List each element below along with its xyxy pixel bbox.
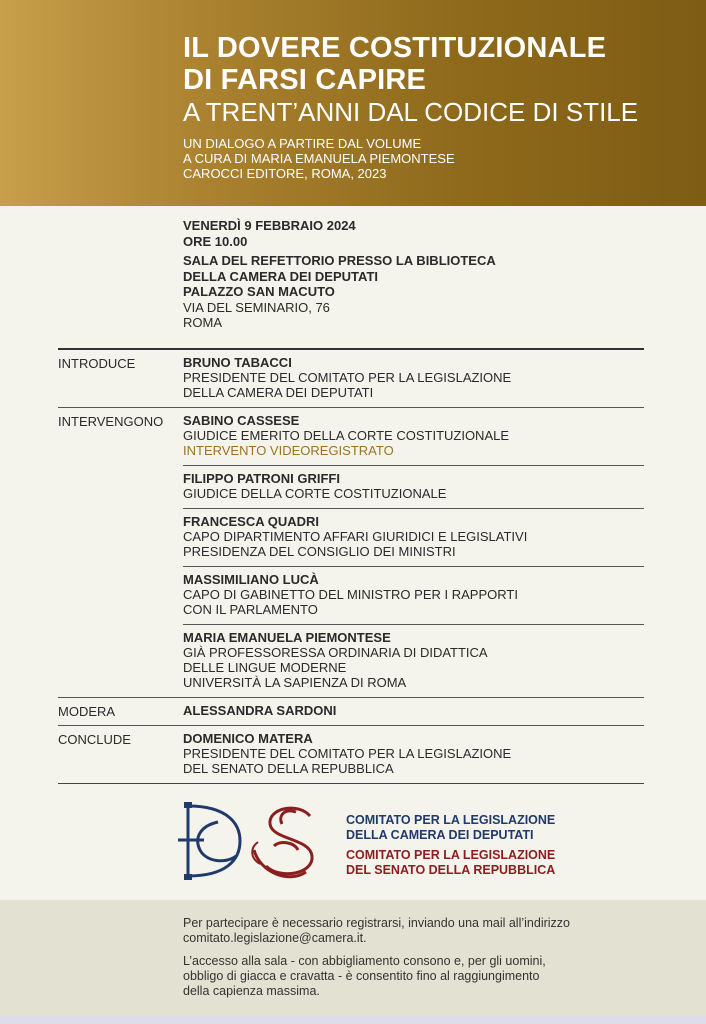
address-line: ROMA bbox=[183, 315, 222, 330]
registration-line: Per partecipare è necessario registrarsi, inviando una mail all’indirizzo bbox=[183, 916, 570, 930]
program-introduce bbox=[58, 350, 644, 407]
speaker-title: GIUDICE DELLA CORTE COSTITUZIONALE bbox=[183, 486, 447, 501]
footer-notice bbox=[0, 900, 706, 1024]
role-label: MODERA bbox=[58, 704, 116, 719]
speaker-block bbox=[183, 350, 644, 407]
speaker-title: UNIVERSITÀ LA SAPIENZA DI ROMA bbox=[183, 675, 407, 690]
venue-line: DELLA CAMERA DEI DEPUTATI bbox=[183, 268, 378, 284]
role-label: INTERVENGONO bbox=[58, 414, 164, 429]
speaker-title: GIUDICE EMERITO DELLA CORTE COSTITUZIONALE bbox=[183, 428, 510, 443]
speaker-name: BRUNO TABACCI bbox=[183, 355, 292, 370]
registration-email: comitato.legislazione@camera.it. bbox=[183, 931, 367, 945]
header-banner bbox=[0, 0, 706, 206]
speaker-name: MASSIMILIANO LUCÀ bbox=[183, 572, 319, 587]
access-line: della capienza massima. bbox=[183, 984, 320, 998]
program bbox=[58, 348, 644, 784]
speaker-name: ALESSANDRA SARDONI bbox=[183, 703, 337, 718]
speaker-title: GIÀ PROFESSORESSA ORDINARIA DI DIDATTICA bbox=[183, 645, 488, 660]
bottom-strip bbox=[0, 1016, 706, 1024]
book-line: UN DIALOGO A PARTIRE DAL VOLUME bbox=[183, 136, 422, 151]
access-line: obbligo di giacca e cravatta - è consentito fino al raggiungimento bbox=[183, 969, 540, 983]
role-label: INTRODUCE bbox=[58, 356, 136, 371]
role-label: CONCLUDE bbox=[58, 732, 131, 747]
speaker-block bbox=[183, 625, 644, 697]
senato-committee-line: COMITATO PER LA LEGISLAZIONE bbox=[346, 848, 556, 862]
speaker-title: DEL SENATO DELLA REPUBBLICA bbox=[183, 761, 394, 776]
speaker-name: DOMENICO MATERA bbox=[183, 731, 313, 746]
title-line-2: DI FARSI CAPIRE bbox=[183, 64, 427, 96]
book-info bbox=[183, 136, 455, 181]
speaker-block bbox=[183, 567, 644, 624]
camera-senato-monogram-icon bbox=[170, 800, 340, 886]
organizers-text bbox=[346, 813, 555, 877]
speaker-title: CAPO DI GABINETTO DEL MINISTRO PER I RAPPORTI bbox=[183, 587, 518, 602]
speaker-title: DELLE LINGUE MODERNE bbox=[183, 660, 347, 675]
divider bbox=[58, 783, 644, 784]
subtitle: A TRENT’ANNI DAL CODICE DI STILE bbox=[183, 97, 639, 127]
speaker-block bbox=[183, 726, 644, 783]
speaker-block bbox=[183, 698, 644, 725]
speaker-block bbox=[183, 509, 644, 566]
event-date: VENERDÌ 9 FEBBRAIO 2024 bbox=[183, 218, 356, 233]
book-line: CAROCCI EDITORE, ROMA, 2023 bbox=[183, 166, 387, 181]
speaker-name: MARIA EMANUELA PIEMONTESE bbox=[183, 630, 391, 645]
speaker-name: FRANCESCA QUADRI bbox=[183, 514, 320, 529]
camera-committee-line: COMITATO PER LA LEGISLAZIONE bbox=[346, 813, 556, 827]
program-intervengono bbox=[58, 408, 644, 697]
speaker-name: FILIPPO PATRONI GRIFFI bbox=[183, 471, 340, 486]
speaker-title: PRESIDENTE DEL COMITATO PER LA LEGISLAZIONE bbox=[183, 370, 512, 385]
program-conclude bbox=[58, 726, 644, 783]
program-modera bbox=[58, 698, 644, 725]
speaker-block bbox=[183, 466, 644, 508]
book-line: A CURA DI MARIA EMANUELA PIEMONTESE bbox=[183, 151, 455, 166]
camera-committee-line: DELLA CAMERA DEI DEPUTATI bbox=[346, 827, 534, 842]
event-time: ORE 10.00 bbox=[183, 233, 248, 249]
speaker-title: CAPO DIPARTIMENTO AFFARI GIURIDICI E LEGISLATIVI bbox=[183, 529, 528, 544]
event-details bbox=[183, 218, 496, 331]
venue-line: PALAZZO SAN MACUTO bbox=[183, 284, 335, 299]
speaker-title: CON IL PARLAMENTO bbox=[183, 602, 318, 617]
access-line: L’accesso alla sala - con abbigliamento consono e, per gli uomini, bbox=[183, 954, 546, 968]
video-note: INTERVENTO VIDEOREGISTRATO bbox=[183, 443, 394, 458]
venue-line: SALA DEL REFETTORIO PRESSO LA BIBLIOTECA bbox=[183, 253, 496, 268]
speaker-name: SABINO CASSESE bbox=[183, 413, 300, 428]
speaker-title: PRESIDENTE DEL COMITATO PER LA LEGISLAZIONE bbox=[183, 746, 512, 761]
speaker-block bbox=[183, 408, 644, 465]
title-line-1: IL DOVERE COSTITUZIONALE bbox=[183, 32, 607, 64]
speaker-title: PRESIDENZA DEL CONSIGLIO DEI MINISTRI bbox=[183, 544, 456, 559]
senato-committee-line: DEL SENATO DELLA REPUBBLICA bbox=[346, 862, 556, 877]
address-line: VIA DEL SEMINARIO, 76 bbox=[183, 299, 330, 315]
speaker-title: DELLA CAMERA DEI DEPUTATI bbox=[183, 385, 374, 400]
